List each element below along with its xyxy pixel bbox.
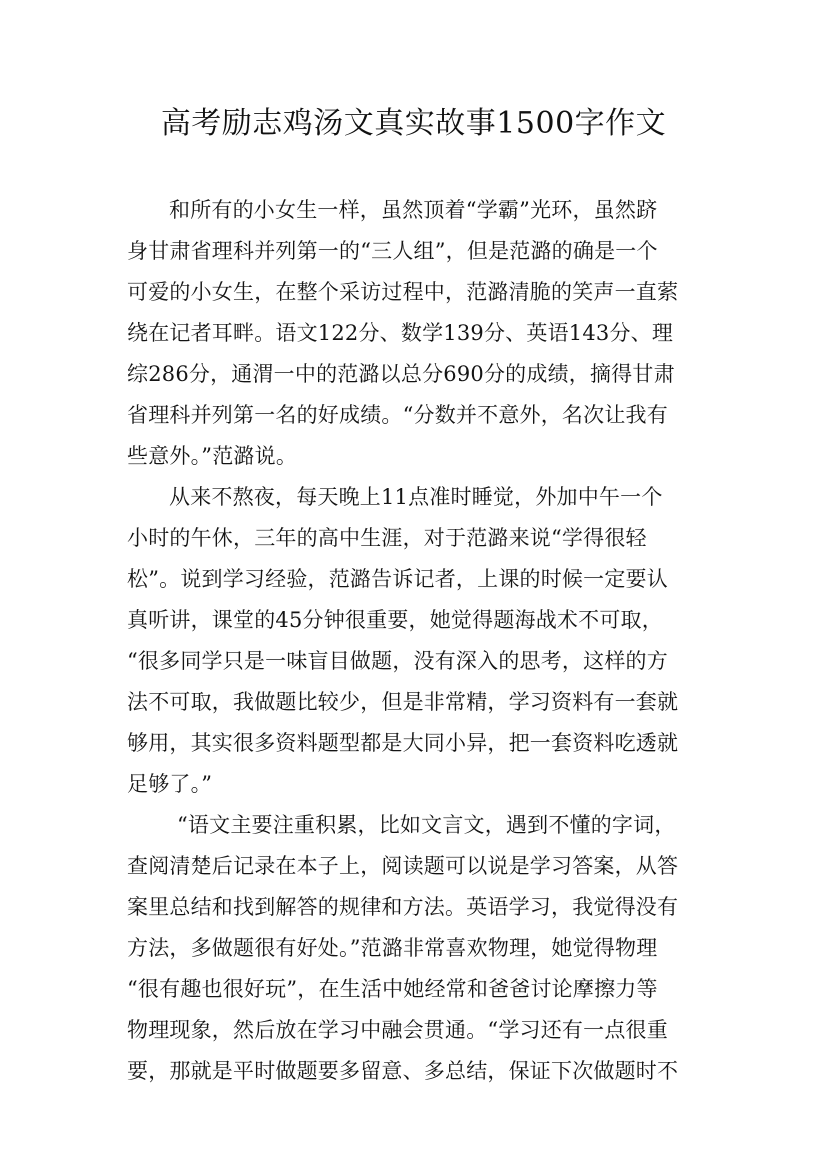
text-line: 从来不熬夜，每天晚上11点准时睡觉，外加中午一个 (169, 485, 663, 509)
paragraph-2 (127, 477, 707, 805)
document-title: 高考励志鸡汤文真实故事1500字作文 (160, 106, 667, 141)
text-line: 物理现象，然后放在学习中融会贯通。“学习还有一点很重 (127, 1018, 668, 1042)
text-line: 综286分，通渭一中的范潞以总分690分的成绩，摘得甘肃 (127, 362, 675, 386)
text-line: “语文主要注重积累，比如文言文，遇到不懂的字词， (177, 813, 676, 837)
text-line: 些意外。”范潞说。 (127, 444, 298, 468)
text-line: 绕在记者耳畔。语文122分、数学139分、英语143分、理 (127, 321, 674, 345)
text-line: 可爱的小女生，在整个采访过程中，范潞清脆的笑声一直萦 (127, 280, 679, 304)
text-line: 小时的午休，三年的高中生涯，对于范潞来说“学得很轻 (127, 526, 647, 550)
text-line: 够用，其实很多资料题型都是大同小异，把一套资料吃透就 (127, 731, 679, 755)
text-line: 真听讲，课堂的45分钟很重要，她觉得题海战术不可取， (127, 608, 663, 632)
text-line: 省理科并列第一名的好成绩。“分数并不意外，名次让我有 (127, 403, 668, 427)
text-line: “很有趣也很好玩”，在生活中她经常和爸爸讨论摩擦力等 (127, 977, 658, 1001)
text-line: 和所有的小女生一样，虽然顶着“学霸”光环，虽然跻 (169, 198, 658, 222)
document-body (127, 190, 707, 1092)
text-line: 法不可取，我做题比较少，但是非常精，学习资料有一套就 (127, 690, 679, 714)
paragraph-1 (127, 190, 707, 477)
text-line: 案里总结和找到解答的规律和方法。英语学习，我觉得没有 (127, 895, 679, 919)
text-line: 方法，多做题很有好处。”范潞非常喜欢物理，她觉得物理 (127, 936, 658, 960)
text-line: 松”。说到学习经验，范潞告诉记者，上课的时候一定要认 (127, 567, 668, 591)
paragraph-3 (127, 805, 707, 1092)
text-line: 身甘肃省理科并列第一的“三人组”，但是范潞的确是一个 (127, 239, 658, 263)
text-line: 足够了。” (127, 772, 213, 796)
text-line: 要，那就是平时做题要多留意、多总结，保证下次做题时不 (127, 1059, 679, 1083)
text-line: “很多同学只是一味盲目做题，没有深入的思考，这样的方 (127, 649, 668, 673)
text-line: 查阅清楚后记录在本子上，阅读题可以说是学习答案，从答 (127, 854, 679, 878)
